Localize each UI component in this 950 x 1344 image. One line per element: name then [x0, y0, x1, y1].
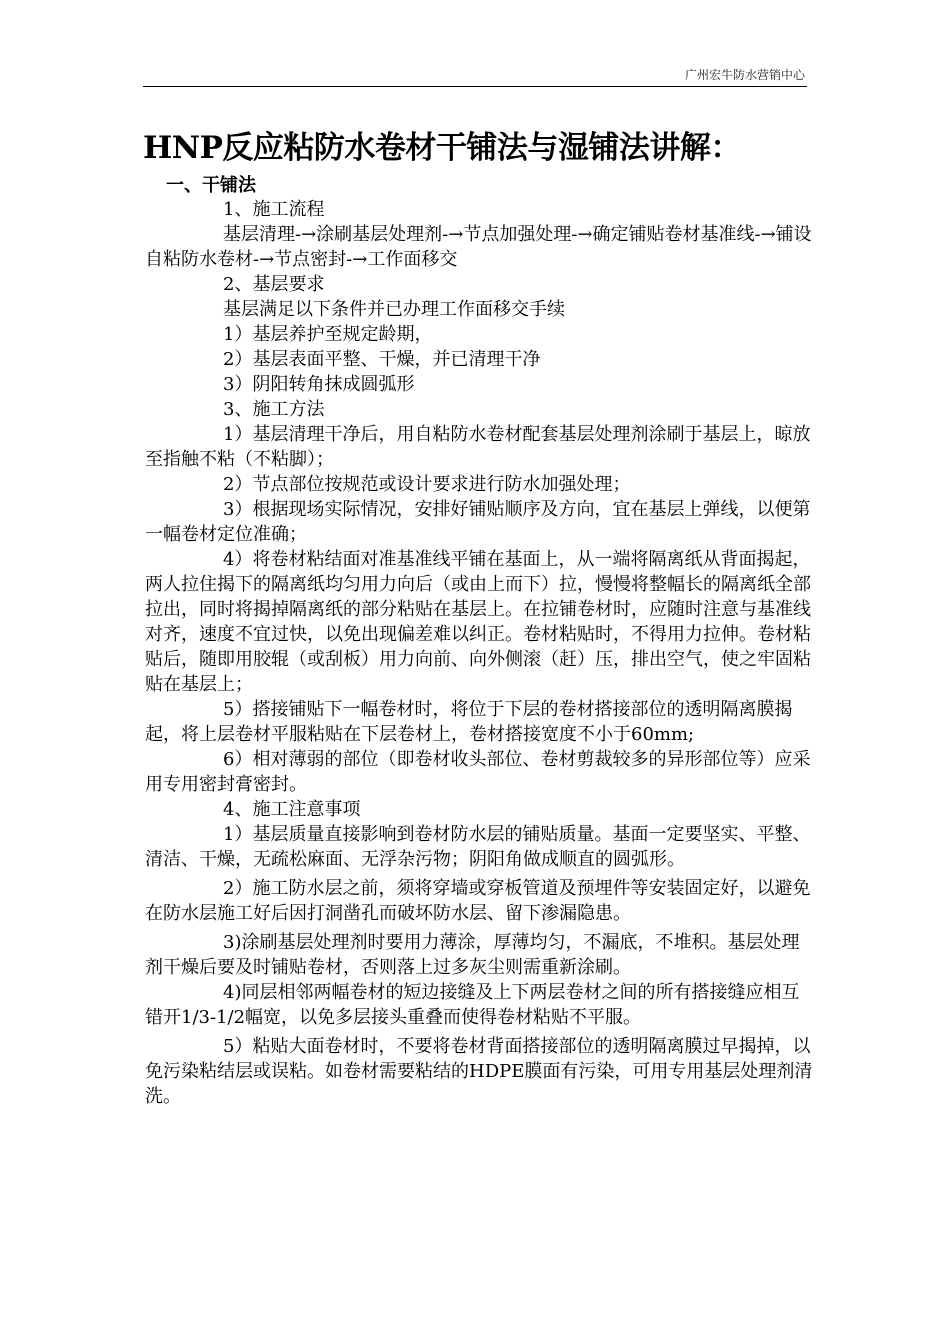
- subheading-base-requirements: 2、基层要求: [223, 274, 325, 295]
- document-title: HNP反应粘防水卷材干铺法与湿铺法讲解：: [143, 130, 741, 166]
- paragraph: 基层满足以下条件并已办理工作面移交手续: [223, 299, 565, 320]
- list-item: 3)涂刷基层处理剂时要用力薄涂，厚薄均匀，不漏底，不堆积。基层处理剂干燥后要及时铺贴卷材，否则落上过多灰尘则需重新涂刷。: [145, 932, 800, 978]
- list-item: 6）相对薄弱的部位（即卷材收头部位、卷材剪裁较多的异形部位等）应采用专用密封膏密封。: [145, 749, 811, 795]
- list-item: 4)同层相邻两幅卷材的短边接缝及上下两层卷材之间的所有搭接缝应相互错开1/3-1/2幅宽，以免多层接头重叠而使得卷材粘贴不平服。: [145, 982, 800, 1028]
- list-item: 4）将卷材粘结面对准基准线平铺在基面上，从一端将隔离纸从背面揭起，两人拉住揭下的隔离纸均匀用力向后（或由上而下）拉，慢慢将整幅长的隔离纸全部拉出，同时将揭掉隔离纸的部分粘贴在基层上。在拉铺卷材时，应随时注意与基准线对齐，速度不宜过快，以免出现偏差难以纠正。卷材粘贴时，不得用力拉伸。卷材粘贴后，随即用胶辊（或刮板）用力向前、向外侧滚（赶）压，排出空气，使之牢固粘贴在基层上；: [145, 549, 811, 695]
- list-item: 2）施工防水层之前，须将穿墙或穿板管道及预埋件等安装固定好，以避免在防水层施工好后因打洞凿孔而破坏防水层、留下渗漏隐患。: [145, 878, 811, 924]
- header-company: 广州宏牛防水营销中心: [684, 68, 805, 82]
- list-item: 1）基层养护至规定龄期，: [223, 324, 433, 345]
- subheading-precautions: 4、施工注意事项: [223, 799, 361, 820]
- list-item: 1）基层清理干净后，用自粘防水卷材配套基层处理剂涂刷于基层上，晾放至指触不粘（不粘脚）；: [145, 424, 811, 470]
- paragraph: 基层清理-→涂刷基层处理剂-→节点加强处理-→确定铺贴卷材基准线-→铺设自粘防水卷材-→节点密封-→工作面移交: [145, 224, 812, 270]
- list-item: 2）节点部位按规范或设计要求进行防水加强处理；: [223, 474, 631, 495]
- list-item: 5）粘贴大面卷材时，不要将卷材背面搭接部位的透明隔离膜过早揭掉，以免污染粘结层或误粘。如卷材需要粘结的HDPE膜面有污染，可用专用基层处理剂清洗。: [145, 1036, 813, 1107]
- list-item: 3）阴阳转角抹成圆弧形: [223, 374, 415, 395]
- list-item: 2）基层表面平整、干燥，并已清理干净: [223, 349, 541, 370]
- subheading-process: 1、施工流程: [223, 199, 325, 220]
- subheading-construction-method: 3、施工方法: [223, 399, 325, 420]
- list-item: 5）搭接铺贴下一幅卷材时，将位于下层的卷材搭接部位的透明隔离膜揭起，将上层卷材平服粘贴在下层卷材上，卷材搭接宽度不小于60mm;: [145, 699, 793, 745]
- header-divider: [143, 86, 807, 87]
- list-item: 1）基层质量直接影响到卷材防水层的铺贴质量。基面一定要坚实、平整、清洁、干燥，无疏松麻面、无浮杂污物；阴阳角做成顺直的圆弧形。: [145, 824, 811, 870]
- document-body: [145, 197, 815, 1109]
- section-heading-dry-method: 一、干铺法: [166, 175, 256, 196]
- list-item: 3）根据现场实际情况，安排好铺贴顺序及方向，宜在基层上弹线，以便第一幅卷材定位准确；: [145, 499, 811, 545]
